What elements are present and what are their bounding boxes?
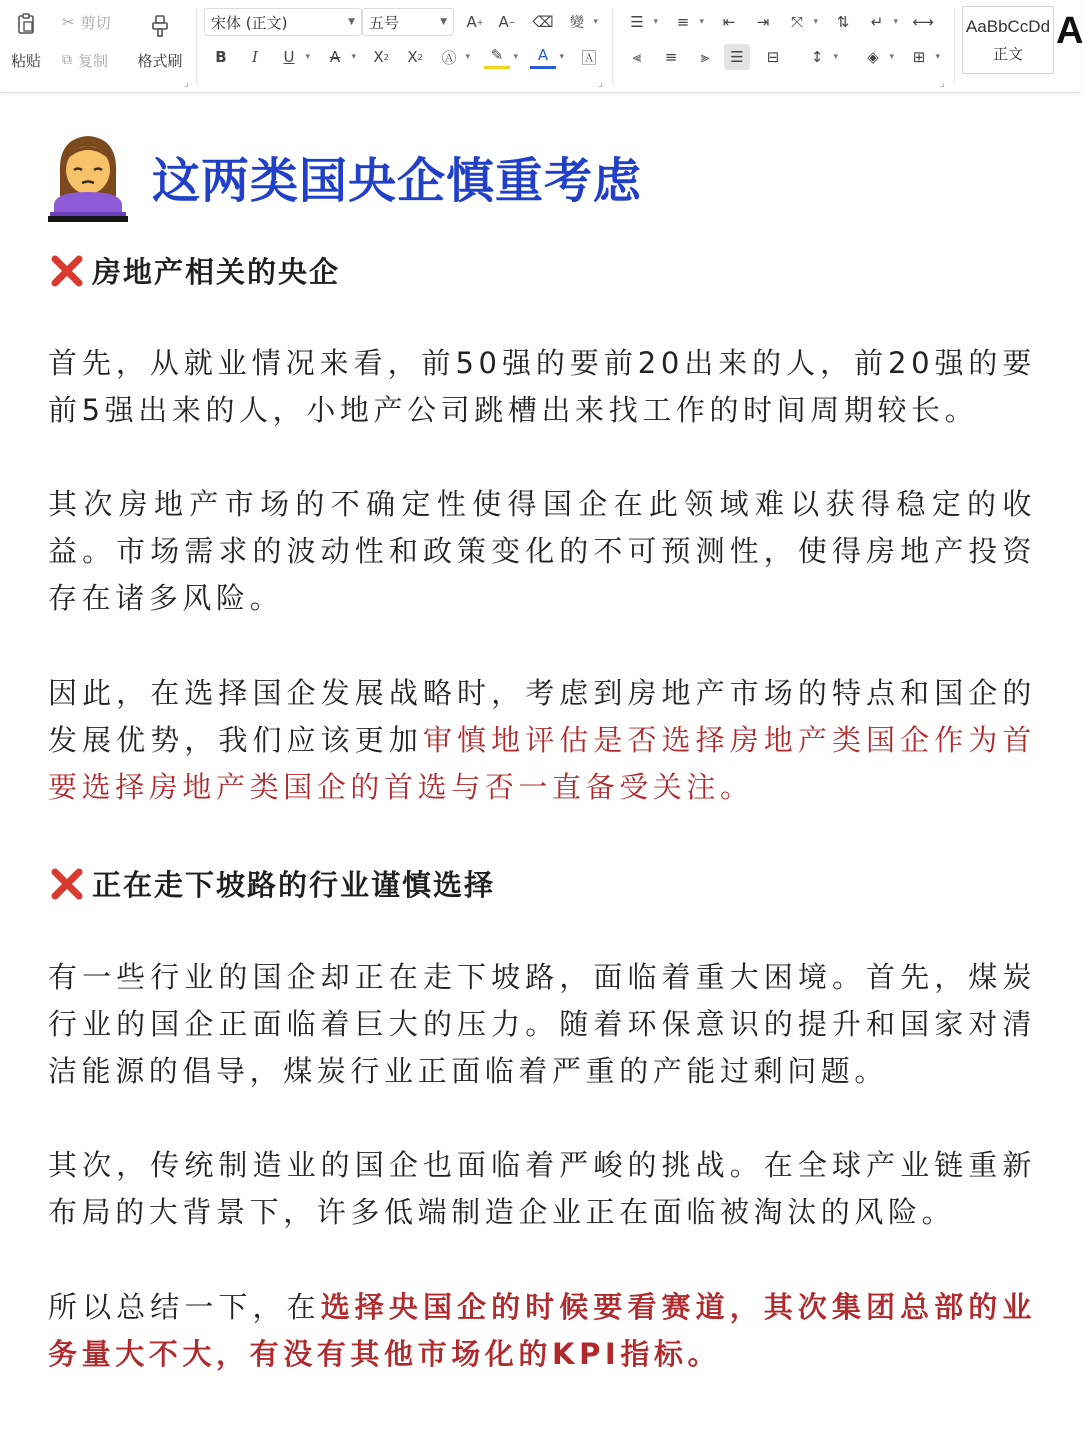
cross-mark-icon [50, 254, 84, 288]
divider [954, 8, 955, 84]
phonetic-guide-button[interactable]: 變 ▾ [564, 9, 590, 35]
numbering-button[interactable]: ≡ ▾ [670, 9, 696, 35]
summary-paragraph [48, 1284, 1036, 1378]
chevron-down-icon: ▼ [440, 17, 447, 27]
char-spacing-button[interactable]: ⟷ [912, 13, 934, 31]
section-heading-real-estate [50, 250, 340, 291]
align-right-button[interactable]: ⫸ [700, 48, 710, 66]
cut-button[interactable] [62, 10, 111, 34]
format-painter-button[interactable] [132, 8, 188, 76]
format-painter-label: 格式刷 [137, 51, 183, 70]
distribute-button[interactable]: ⊟ [766, 48, 780, 66]
text-effect-button[interactable]: Ⓐ ▾ [436, 44, 462, 70]
paragraph-group-launcher[interactable]: ⌟ [940, 78, 945, 89]
paragraph: 其次，传统制造业的国企也面临着严峻的挑战。在全球产业链重新布局的大背景下，许多低端制造企业正在面临被淘汰的风险。 [48, 1148, 1036, 1229]
copy-label: 复制 [78, 51, 109, 70]
text-direction-button[interactable]: ⤧ ▾ [784, 9, 810, 35]
chevron-down-icon: ▼ [348, 17, 355, 27]
paragraph: 其次房地产市场的不确定性使得国企在此领域难以获得稳定的收益。市场需求的波动性和政策变化的不可预测性，使得房地产投资存在诸多风险。 [48, 487, 1036, 615]
underline-button[interactable]: U ▾ [276, 44, 302, 70]
font-color-button[interactable]: A ▾ [530, 44, 556, 69]
section-heading-text: 正在走下坡路的行业谨慎选择 [92, 868, 496, 902]
shrink-font-button[interactable]: A − [498, 13, 516, 31]
font-group-launcher[interactable]: ⌟ [598, 78, 603, 89]
subscript-button[interactable]: X 2 [407, 48, 423, 66]
highlight-button[interactable]: ✎ ▾ [484, 44, 510, 69]
borders-button[interactable]: ⊞ ▾ [906, 44, 932, 70]
paragraph: 首先，从就业情况来看，前50强的要前20出来的人，前20强的要前5强出来的人，小地产公司跳槽出来找工作的时间周期较长。 [48, 346, 1036, 427]
copy-icon: ⧉ [62, 52, 72, 68]
cross-mark-icon [50, 867, 84, 901]
align-left-button[interactable]: ⫷ [632, 48, 642, 66]
paragraph: 有一些行业的国企却正在走下坡路，面临着重大困境。首先，煤炭行业的国企正面临着巨大的压力。随着环保意识的提升和国家对清洁能源的倡导，煤炭行业正面临着严重的产能过剩问题。 [48, 960, 1036, 1088]
cut-label: 剪切 [80, 13, 111, 32]
page-title: 这两类国央企慎重考虑 [152, 152, 643, 209]
grow-font-button[interactable]: A + [466, 13, 484, 31]
clipboard-icon [14, 12, 38, 36]
increase-indent-button[interactable]: ⇥ [756, 13, 770, 31]
justify-button[interactable]: ☰ [724, 44, 750, 70]
paragraph [48, 670, 1036, 811]
paste-label: 粘贴 [10, 51, 41, 70]
clear-format-icon[interactable]: ⌫ [532, 13, 554, 31]
bullets-button[interactable]: ☰ ▾ [624, 9, 650, 35]
section-heading-declining-industries [50, 863, 495, 904]
strikethrough-button[interactable]: A ▾ [322, 44, 348, 70]
font-size-select[interactable] [362, 8, 454, 36]
paste-button[interactable] [4, 6, 48, 76]
font-size-value: 五号 [369, 13, 400, 32]
title-row [48, 130, 642, 222]
font-name-value: 宋体 (正文) [211, 13, 288, 32]
clipboard-group-launcher[interactable]: ⌟ [184, 78, 189, 89]
paint-brush-icon [148, 14, 172, 38]
align-center-button[interactable]: ≡ [664, 48, 678, 66]
italic-button[interactable]: I [252, 48, 258, 66]
highlighted-text: 审慎地评估是否选择房地产类国企作为首要选择房地产类国企的首选与否一直备受关注。 [48, 723, 1036, 804]
section-heading-text: 房地产相关的央企 [92, 255, 341, 289]
divider [196, 8, 197, 84]
divider [612, 8, 613, 84]
ribbon-toolbar [0, 0, 1083, 93]
style-name-label: 正文 [992, 44, 1023, 63]
bold-button[interactable]: B [215, 48, 227, 66]
superscript-button[interactable]: X 2 [373, 48, 389, 66]
scissors-icon: ✂ [62, 13, 75, 31]
woman-facepalm-emoji-icon [48, 130, 128, 222]
summary-text: 所以总结一下，在 [48, 1290, 321, 1324]
shading-button[interactable]: ◈ ▾ [860, 44, 886, 70]
copy-button[interactable] [62, 48, 108, 72]
style-sample-text: AaBbCcDd [965, 16, 1051, 36]
style-normal-button[interactable] [962, 6, 1054, 74]
style-heading-button[interactable]: A [1056, 10, 1083, 52]
sort-button[interactable]: ⇅ [836, 13, 850, 31]
line-spacing-button[interactable]: ↕ ▾ [804, 44, 830, 70]
summary-highlight-text: 选择央国企的时候要看赛道，其次集团总部的业务量大不大，有没有其他市场化的KPI指标。 [48, 1290, 1036, 1371]
document-page[interactable] [0, 94, 1080, 1443]
char-border-button[interactable]: 🄰 [581, 48, 597, 67]
decrease-indent-button[interactable]: ⇤ [722, 13, 736, 31]
font-name-select[interactable] [204, 8, 362, 36]
paragraph-text: 因此，在选择国企发展战略时，考虑到房地产市场的特点和国企的发展优势，我们应该更加 [48, 676, 1036, 757]
show-marks-button[interactable]: ↵ ▾ [864, 9, 890, 35]
